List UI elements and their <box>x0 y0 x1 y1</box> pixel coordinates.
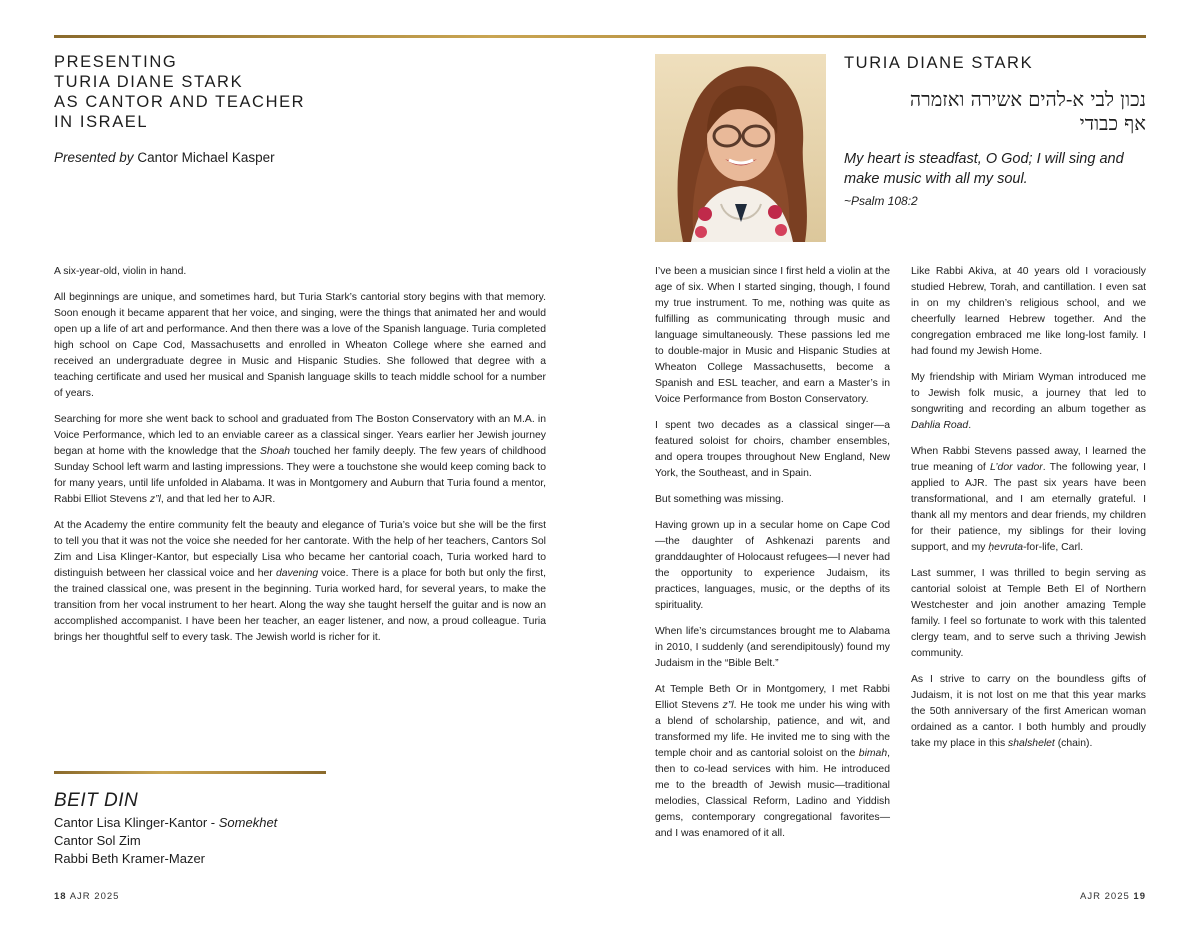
heading-line: PRESENTING <box>54 53 178 71</box>
article-paragraph: I’ve been a musician since I first held a violin at the age of six. When I started singing, though, I found my true instrument. To me, nothing was quite as fulfilling as communicating through music and language simultaneously. These passions led me to double-major in Music and Hispanic Studies at Wheaton College Massachusetts, become a Spanish and ESL teacher, and earn a Master’s in Voice Performance from Boston Conservatory. <box>655 266 890 405</box>
article-paragraph: My friendship with Miriam Wyman introduced me to Jewish folk music, a journey that led to songwriting and recording an album together as Dahlia Road. <box>911 372 1146 431</box>
article-paragraph: At the Academy the entire community felt the beauty and elegance of Turia’s voice but she will be the first to tell you that it was not the voice she needed for her cantorate. With the help of her teachers, Cantors Sol Zim and Lisa Klinger-Kantor, but especially Lisa who became her cantorial coach, Turia worked hard to distinguish between her classical voice and her davening voice. There is a place for both but only the first, the trained classical one, was present in the beginning. Turia worked hard, for several years, to make the transition from her vocal instrument to her heart. Along the way she taught herself the guitar and is now an accomplished accompanist. I have been her teacher, an eager listener, and now, a proud colleague. Turia brings her thoughtful self to every task. The Jewish world is richer for it. <box>54 520 546 643</box>
publication-label: AJR 2025 <box>1080 891 1130 902</box>
article-paragraph: Last summer, I was thrilled to begin serving as cantorial soloist at Temple Beth El of Northern Westchester and join another amazing Temple family. I feel so fortunate to work with this talented clergy team, and to serve such a thriving Jewish community. <box>911 568 1146 659</box>
article-paragraph: Like Rabbi Akiva, at 40 years old I voraciously studied Hebrew, Torah, and cantillation. I even sat in on my children’s religious school, and we cheerfully learned Hebrew together. And the congregation embraced me like long-lost family. I had found my Jewish Home. <box>911 266 1146 357</box>
heading-line: TURIA DIANE STARK <box>54 73 244 91</box>
article-paragraph: At Temple Beth Or in Montgomery, I met Rabbi Elliot Stevens z”l. He took me under his wing with a blend of scholarship, patience, and wit, and transformed my life. He invited me to sing with the temple choir and as cantorial soloist on the bimah, then to co-lead services with him. He introduced me to the breadth of Jewish music—traditional melodies, Classical Reform, Ladino and Yiddish gems, contemporary congregational favorites—and I was enamored of it all. <box>655 684 890 839</box>
article-paragraph: A six-year-old, violin in hand. <box>54 266 187 277</box>
publication-label: AJR 2025 <box>69 891 120 902</box>
right-article-column-1 <box>655 264 890 852</box>
presented-by <box>54 150 275 165</box>
article-paragraph: But something was missing. <box>655 494 784 505</box>
page-number: 18 <box>54 891 67 902</box>
top-rule <box>54 35 1146 38</box>
psalm-citation: ~Psalm 108:2 <box>844 194 918 208</box>
page-heading <box>54 52 305 132</box>
footer-left <box>54 891 119 902</box>
hebrew-line: אף כבודי <box>1079 112 1146 135</box>
profile-name: TURIA DIANE STARK <box>844 54 1034 72</box>
article-paragraph: When Rabbi Stevens passed away, I learned the true meaning of L’dor vador. The following year, I applied to AJR. The past six years have been transformational, and I am eternally grateful. I thank all my mentors and dear friends, my children for their patience, my siblings for their loving support, and my ḥevruta-for-life, Carl. <box>911 446 1147 553</box>
beit-din-member: Cantor Lisa Klinger-Kantor - Somekhet <box>54 815 278 830</box>
hebrew-verse <box>844 88 1146 136</box>
left-article-column <box>54 264 546 656</box>
beit-din-title: BEIT DIN <box>54 790 139 811</box>
article-paragraph: When life’s circumstances brought me to Alabama in 2010, I suddenly (and serendipitously) found my Judaism in the “Bible Belt.” <box>655 626 890 669</box>
heading-line: IN ISRAEL <box>54 113 149 131</box>
beit-din-rule <box>54 771 326 774</box>
portrait-illustration <box>655 54 826 242</box>
article-paragraph: All beginnings are unique, and sometimes hard, but Turia Stark’s cantorial story begins with that memory. Soon enough it became apparent that her voice, and singing, were the things that animated her and would open up a life of art and performance. And then there was a love of the Spanish language. Turia completed high school on Cape Cod, Massachusetts and enrolled in Wheaton College where she earned and received an undergraduate degree in Music and Hispanic Studies. She followed that degree with a teaching certificate and used her musical and Spanish language skills to teach middle school for a number of years. <box>54 292 546 399</box>
heading-line: AS CANTOR AND TEACHER <box>54 93 306 111</box>
presented-by-label: Presented by <box>54 150 134 165</box>
presenter-name: Cantor Michael Kasper <box>137 150 275 165</box>
beit-din-member: Rabbi Beth Kramer-Mazer <box>54 851 205 866</box>
portrait-photo <box>655 54 826 242</box>
psalm-quote: My heart is steadfast, O God; I will sing and make music with all my soul. <box>844 151 1124 187</box>
article-paragraph: I spent two decades as a classical singer—a featured soloist for choirs, chamber ensembles, and opera troupes throughout New England, New York, the Southeast, and in Spain. <box>655 420 890 479</box>
right-article-column-2 <box>911 264 1146 762</box>
page-number: 19 <box>1133 891 1146 902</box>
article-paragraph: Searching for more she went back to school and graduated from The Boston Conservatory with an M.A. in Voice Performance, which led to an enviable career as a classical singer. Years earlier her Jewish journey began at home with the knowledge that the Shoah touched her family deeply. The few years of childhood Sunday School left warm and lasting impressions. They were a touchstone she would keep coming back to for many years, until life unfolded in Alabama. It was in Montgomery and Auburn that Turia found a mentor, Rabbi Elliot Stevens z”l, and that led her to AJR. <box>54 414 546 505</box>
hebrew-line: נכון לבי א-להים אשירה ואזמרה <box>909 88 1146 111</box>
article-paragraph: Having grown up in a secular home on Cape Cod—the daughter of Ashkenazi parents and granddaughter of Holocaust refugees—I never had the opportunity to experience Judaism, its practices, languages, music, or the depths of its spirituality. <box>655 520 890 611</box>
article-paragraph: As I strive to carry on the boundless gifts of Judaism, it is not lost on me that this year marks the 50th anniversary of the first American woman ordained as a cantor. I both humbly and proudly take my place in this shalshelet (chain). <box>911 674 1146 749</box>
footer-right <box>1080 891 1146 902</box>
beit-din-member: Cantor Sol Zim <box>54 833 141 848</box>
